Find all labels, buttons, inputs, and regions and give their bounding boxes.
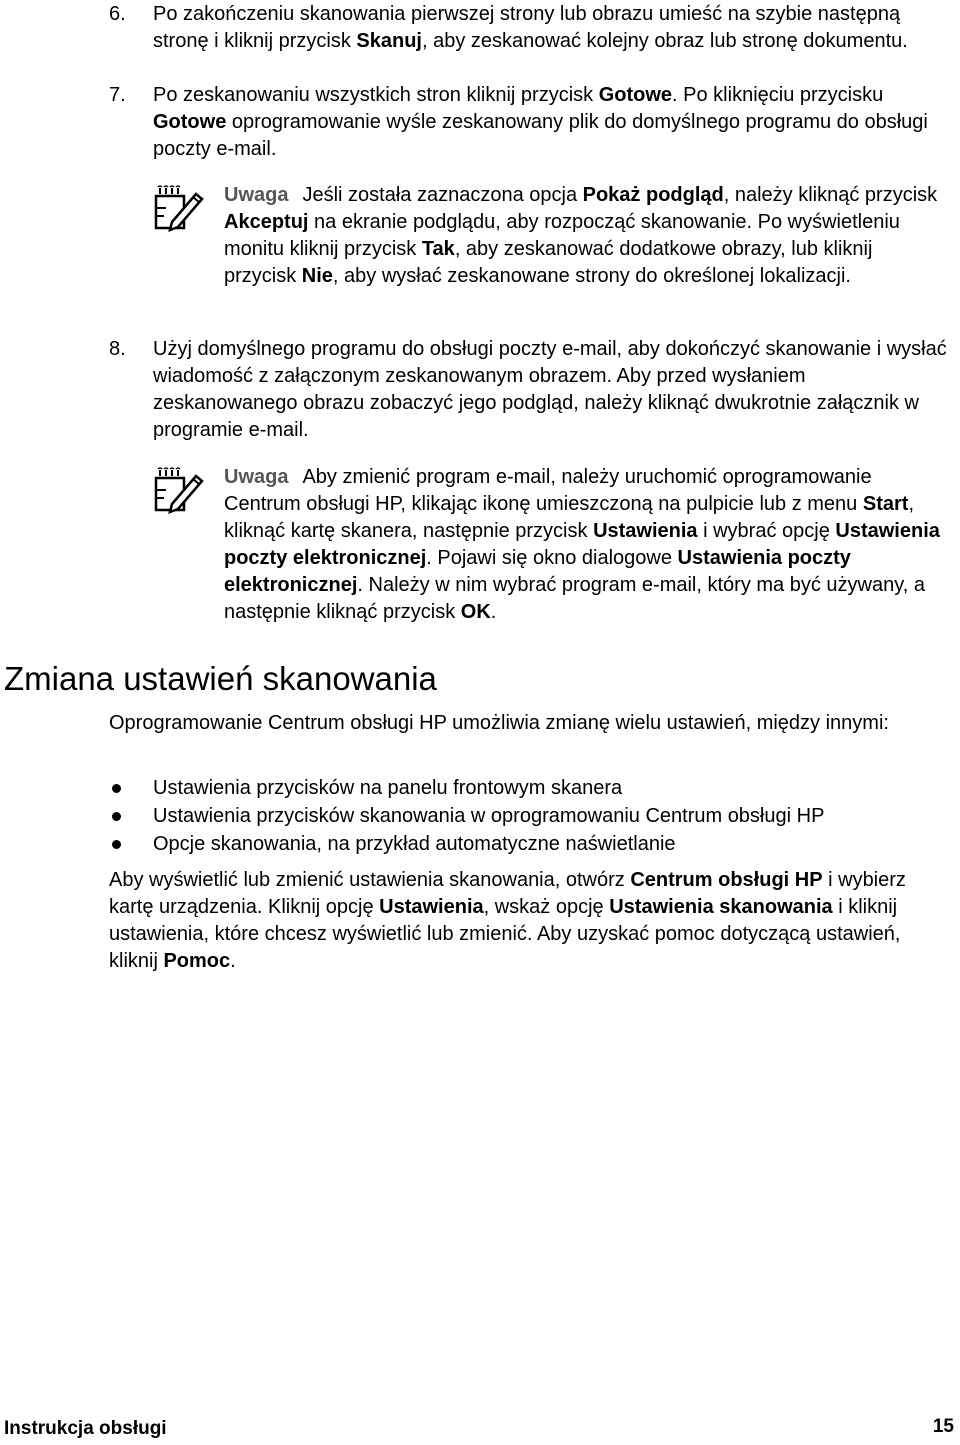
- step-number: 8.: [109, 338, 126, 360]
- step-7: [109, 82, 949, 163]
- note-text: Uwaga Jeśli została zaznaczona opcja Pokaż podgląd, należy kliknąć przycisk Akceptuj na ekranie podglądu, aby rozpocząć skanowanie. Po wyświetleniu monitu kliknij przycisk Tak, aby zeskanować dodatkowe obrazy, lub kliknij przycisk Nie, aby wysłać zeskanowane strony do określonej lokalizacji.: [224, 184, 938, 287]
- page-number: 15: [932, 1416, 954, 1437]
- note-icon: [152, 466, 204, 516]
- note-box: [152, 464, 942, 626]
- footer-title: Instrukcja obsługi: [4, 1418, 167, 1439]
- bullet-icon: [112, 812, 121, 821]
- step-text: Po zeskanowaniu wszystkich stron kliknij przycisk Gotowe. Po kliknięciu przycisku Gotowe oprogramowanie wyśle zeskanowany plik do domyślnego programu do obsługi poczty e-mail.: [153, 84, 928, 160]
- list-item: Opcje skanowania, na przykład automatyczne naświetlanie: [109, 830, 939, 858]
- section-closing: Aby wyświetlić lub zmienić ustawienia skanowania, otwórz Centrum obsługi HP i wybierz kartę urządzenia. Kliknij opcję Ustawienia, wskaż opcję Ustawienia skanowania i kliknij ustawienia, które chcesz wyświetlić lub zmienić. Aby uzyskać pomoc dotyczącą ustawień, kliknij Pomoc.: [109, 869, 906, 972]
- scan-button-ref: Skanuj: [356, 30, 422, 52]
- settings-list: [109, 774, 939, 858]
- note-icon: [152, 184, 204, 234]
- note-box: [152, 182, 942, 290]
- section-intro: Oprogramowanie Centrum obsługi HP umożliwia zmianę wielu ustawień, między innymi:: [109, 712, 889, 734]
- done-button-ref: Gotowe: [153, 111, 227, 133]
- list-item: Ustawienia przycisków na panelu frontowym skanera: [109, 774, 939, 802]
- bullet-icon: [112, 784, 121, 793]
- bullet-icon: [112, 840, 121, 849]
- step-text: Po zakończeniu skanowania pierwszej strony lub obrazu umieść na szybie następną stronę i kliknij przycisk Skanuj, aby zeskanować kolejny obraz lub stronę dokumentu.: [153, 3, 908, 52]
- note-text: Uwaga Aby zmienić program e-mail, należy uruchomić oprogramowanie Centrum obsługi HP, klikając ikonę umieszczoną na pulpicie lub z menu Start, kliknąć kartę skanera, następnie przycisk Ustawienia i wybrać opcję Ustawienia poczty elektronicznej. Pojawi się okno dialogowe Ustawienia poczty elektronicznej. Należy w nim wybrać program e-mail, który ma być używany, a następnie kliknąć przycisk OK.: [224, 466, 940, 623]
- done-button-ref: Gotowe: [598, 84, 673, 106]
- section-title: Zmiana ustawień skanowania: [4, 660, 437, 697]
- note-label: Uwaga: [224, 184, 289, 206]
- step-number: 7.: [109, 84, 126, 106]
- step-6: [109, 1, 949, 55]
- list-item: Ustawienia przycisków skanowania w oprogramowaniu Centrum obsługi HP: [109, 802, 939, 830]
- step-8: [109, 336, 949, 444]
- step-text: Użyj domyślnego programu do obsługi poczty e-mail, aby dokończyć skanowanie i wysłać wiadomość z załączonym zeskanowanym obrazem. Aby przed wysłaniem zeskanowanego obrazu zobaczyć jego podgląd, należy kliknąć dwukrotnie załącznik w programie e-mail.: [153, 338, 947, 441]
- note-label: Uwaga: [224, 466, 289, 488]
- step-number: 6.: [109, 3, 126, 25]
